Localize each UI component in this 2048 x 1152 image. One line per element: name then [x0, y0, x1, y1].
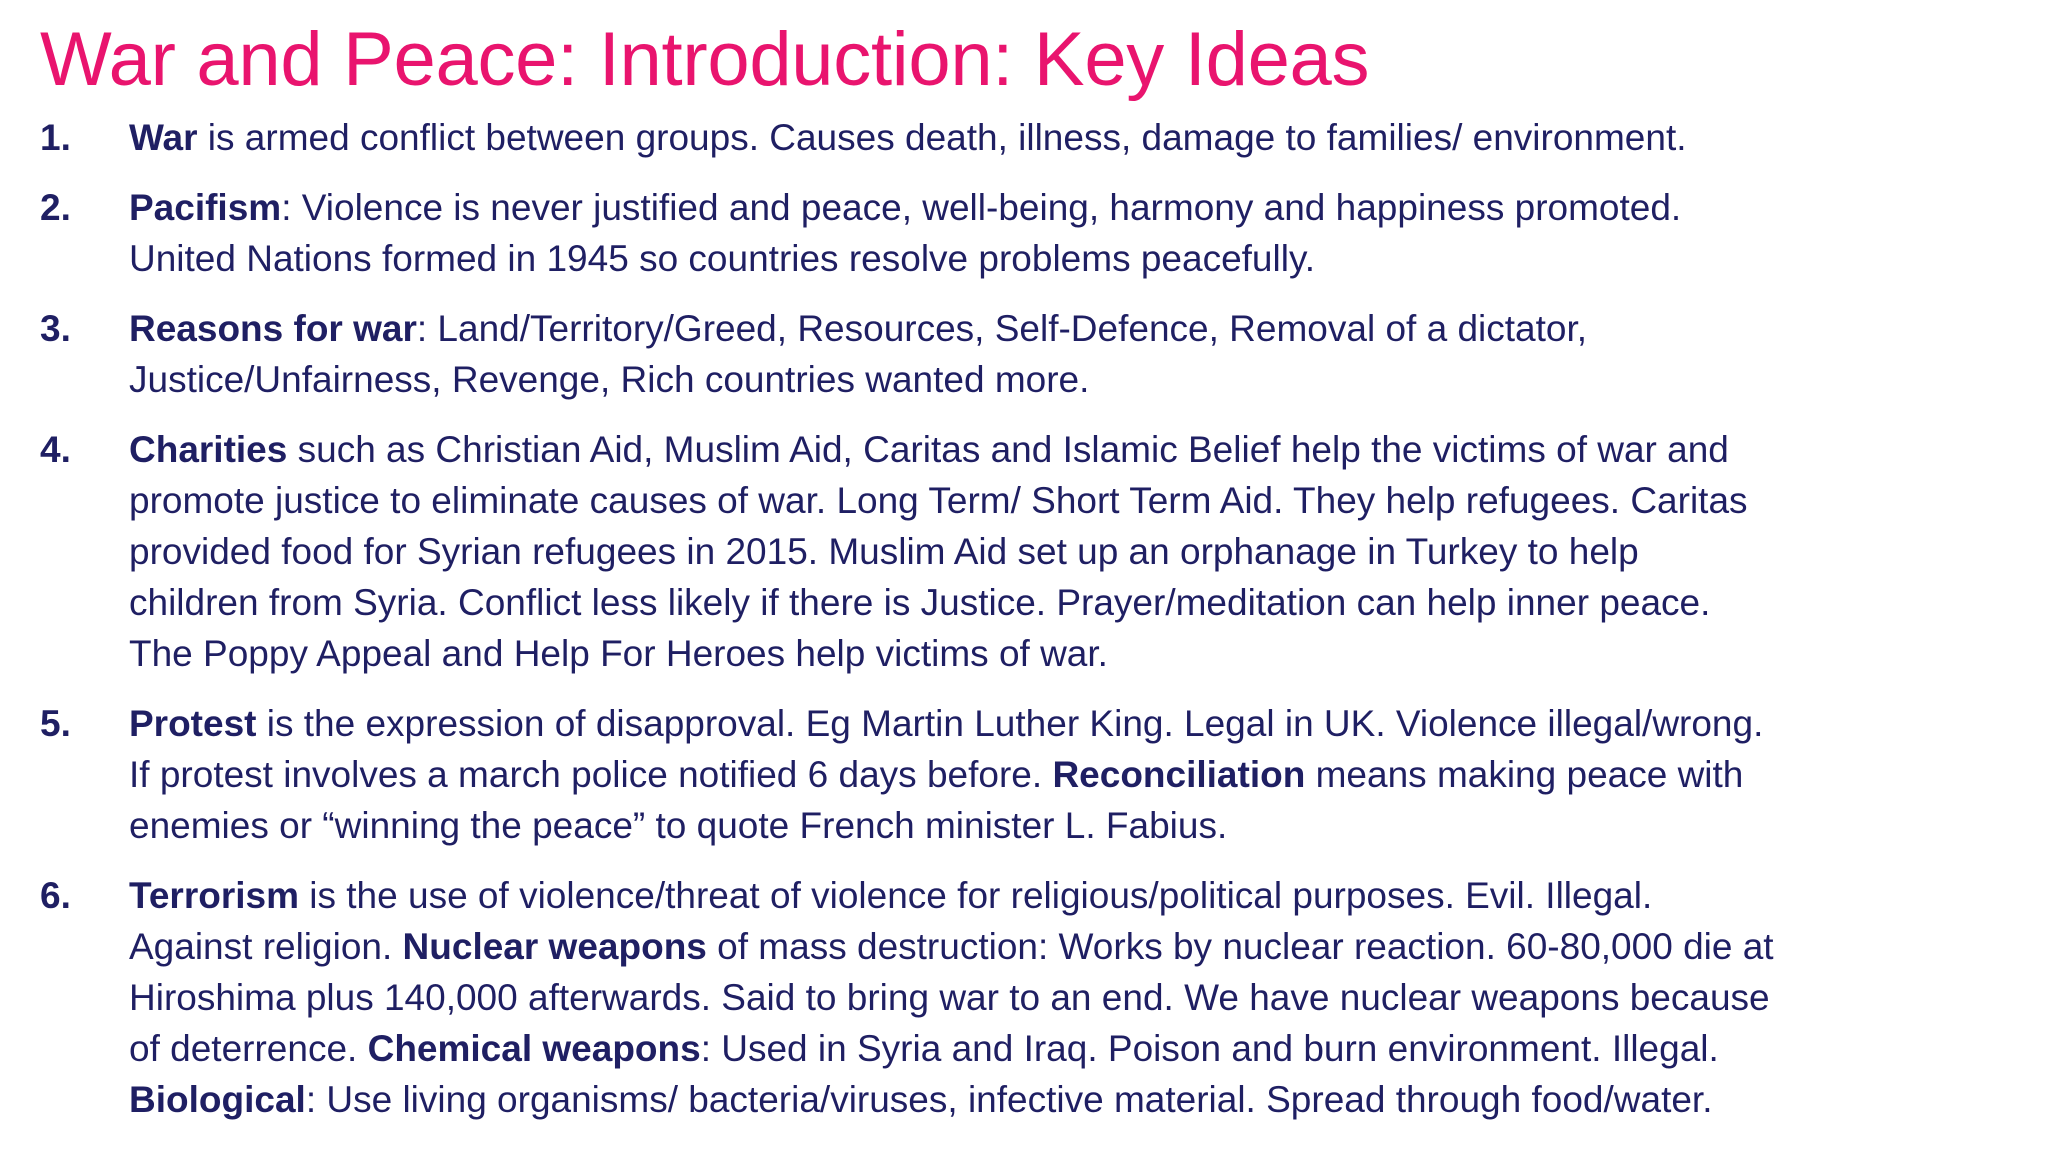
text-segment: is the use of violence/threat of violence for religious/political purposes. Evil. Illegal.: [299, 875, 1653, 916]
text-segment: of mass destruction: Works by nuclear reaction. 60-80,000 die at: [706, 926, 1774, 967]
text-segment: : Use living organisms/ bacteria/viruses, infective material. Spread through food/water.: [305, 1079, 1713, 1120]
key-term: Nuclear weapons: [402, 926, 707, 967]
point-text: [129, 424, 2018, 679]
point-number: 3.: [40, 308, 71, 349]
text-segment: : Violence is never justified and peace, well-being, harmony and happiness promoted.: [281, 187, 1682, 228]
key-term: Reasons for war: [129, 308, 417, 349]
text-line: [129, 698, 2018, 749]
text-line: [129, 424, 2018, 475]
text-line: [129, 800, 2018, 851]
text-segment: The Poppy Appeal and Help For Heroes help victims of war.: [129, 633, 1108, 674]
text-segment: Justice/Unfairness, Revenge, Rich countries wanted more.: [129, 359, 1090, 400]
text-segment: of deterrence.: [129, 1028, 368, 1069]
key-term: Terrorism: [129, 875, 299, 916]
key-idea-3: [40, 303, 2018, 405]
key-idea-6: [40, 870, 2018, 1125]
text-segment: children from Syria. Conflict less likely if there is Justice. Prayer/meditation can help inner peace.: [129, 582, 1711, 623]
key-idea-2: [40, 182, 2018, 284]
point-number: 2.: [40, 187, 71, 228]
point-number: 6.: [40, 875, 71, 916]
text-segment: means making peace with: [1305, 754, 1744, 795]
text-line: [129, 749, 2018, 800]
key-idea-5: [40, 698, 2018, 851]
text-segment: If protest involves a march police notified 6 days before.: [129, 754, 1053, 795]
text-segment: enemies or “winning the peace” to quote French minister L. Fabius.: [129, 805, 1228, 846]
key-term: War: [129, 117, 198, 158]
text-line: [129, 1023, 2018, 1074]
text-line: [129, 870, 2018, 921]
point-text: [129, 182, 2018, 284]
text-segment: promote justice to eliminate causes of war. Long Term/ Short Term Aid. They help refugees. Caritas: [129, 480, 1748, 521]
key-idea-1: [40, 112, 2018, 163]
key-ideas-list: [40, 112, 2018, 1125]
slide-title: War and Peace: Introduction: Key Ideas: [40, 17, 1370, 102]
text-line: [129, 354, 2018, 405]
text-line: [129, 112, 2018, 163]
point-text: [129, 870, 2018, 1125]
text-line: [129, 182, 2018, 233]
text-segment: : Used in Syria and Iraq. Poison and burn environment. Illegal.: [700, 1028, 1719, 1069]
text-line: [129, 526, 2018, 577]
point-text: [129, 303, 2018, 405]
point-text: [129, 112, 2018, 163]
point-text: [129, 698, 2018, 851]
key-term: Protest: [129, 703, 257, 744]
text-line: [129, 972, 2018, 1023]
text-line: [129, 233, 2018, 284]
text-line: [129, 628, 2018, 679]
key-term: Biological: [129, 1079, 306, 1120]
text-segment: provided food for Syrian refugees in 2015. Muslim Aid set up an orphanage in Turkey to help: [129, 531, 1639, 572]
key-term: Reconciliation: [1052, 754, 1306, 795]
text-line: [129, 1074, 2018, 1125]
text-segment: is the expression of disapproval. Eg Martin Luther King. Legal in UK. Violence illegal/wrong.: [256, 703, 1764, 744]
text-line: [129, 475, 2018, 526]
point-number: 4.: [40, 429, 71, 470]
text-line: [129, 921, 2018, 972]
key-term: Pacifism: [129, 187, 282, 228]
key-term: Charities: [129, 429, 288, 470]
text-segment: United Nations formed in 1945 so countries resolve problems peacefully.: [129, 238, 1315, 279]
text-line: [129, 303, 2018, 354]
text-segment: such as Christian Aid, Muslim Aid, Caritas and Islamic Belief help the victims of war and: [287, 429, 1729, 470]
point-number: 5.: [40, 703, 71, 744]
key-idea-4: [40, 424, 2018, 679]
point-number: 1.: [40, 117, 71, 158]
text-segment: Hiroshima plus 140,000 afterwards. Said to bring war to an end. We have nuclear weapons because: [129, 977, 1770, 1018]
key-term: Chemical weapons: [367, 1028, 701, 1069]
text-segment: is armed conflict between groups. Causes death, illness, damage to families/ environment.: [197, 117, 1687, 158]
text-segment: : Land/Territory/Greed, Resources, Self-Defence, Removal of a dictator,: [416, 308, 1588, 349]
text-segment: Against religion.: [129, 926, 403, 967]
text-line: [129, 577, 2018, 628]
